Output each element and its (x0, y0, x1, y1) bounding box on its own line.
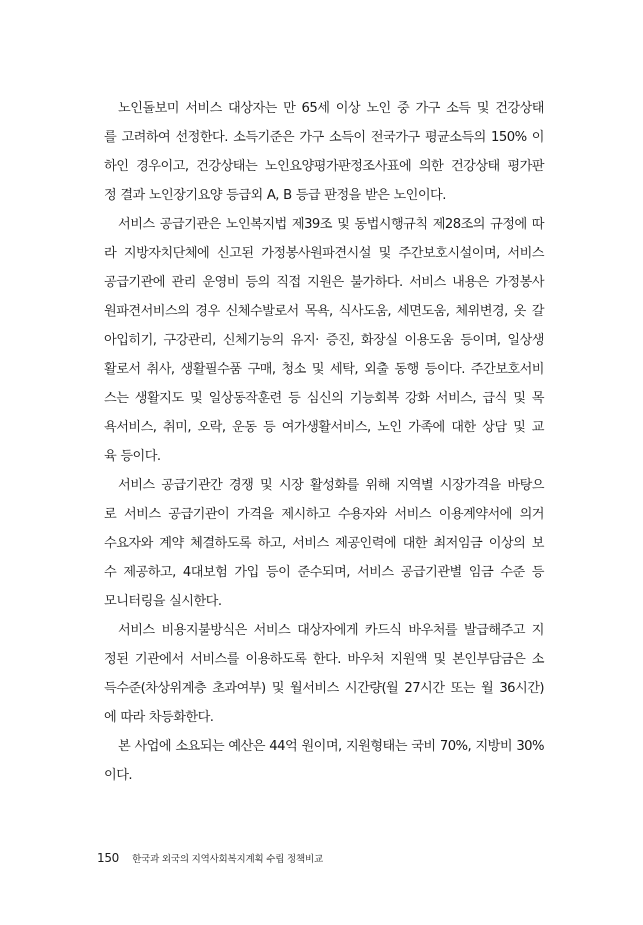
paragraph-eligibility (104, 94, 544, 210)
paragraph-service-providers (104, 210, 544, 471)
paragraph-market-competition (104, 471, 544, 616)
running-title: 한국과 외국의 지역사회복지계획 수립 정책비교 (132, 854, 323, 865)
body-text (104, 94, 544, 790)
text-line: 모니터링을 실시한다. (104, 594, 222, 609)
text-line: 원파견서비스의 경우 신체수발로서 목욕, 식사도움, 세면도움, 체위변경, 옷 갈 (104, 304, 544, 319)
text-line: 정 결과 노인장기요양 등급외 A, B 등급 판정을 받은 노인이다. (104, 188, 446, 203)
text-line: 욕서비스, 취미, 오락, 운동 등 여가생활서비스, 노인 가족에 대한 상담 및 교 (104, 420, 544, 435)
text-line: 본 사업에 소요되는 예산은 44억 원이며, 지원형태는 국비 70%, 지방비 30% (118, 739, 544, 754)
text-line: 서비스 공급기관간 경쟁 및 시장 활성화를 위해 지역별 시장가격을 바탕으 (118, 478, 544, 493)
text-line: 아입히기, 구강관리, 신체기능의 유지· 증진, 화장실 이용도움 등이며, 일상생 (104, 333, 544, 348)
text-line: 하인 경우이고, 건강상태는 노인요양평가판정조사표에 의한 건강상태 평가판 (104, 159, 544, 174)
text-line: 서비스 비용지불방식은 서비스 대상자에게 카드식 바우처를 발급해주고 지 (118, 623, 544, 638)
paragraph-budget (104, 732, 544, 790)
page-footer (97, 847, 323, 867)
text-line: 정된 기관에서 서비스를 이용하도록 한다. 바우처 지원액 및 본인부담금은 소 (104, 652, 544, 667)
text-line: 육 등이다. (104, 449, 161, 464)
text-line: 공급기관에 관리 운영비 등의 직접 지원은 불가하다. 서비스 내용은 가정봉사 (104, 275, 544, 290)
text-line: 라 지방자치단체에 신고된 가정봉사원파견시설 및 주간보호시설이며, 서비스 (104, 246, 544, 261)
text-line: 이다. (104, 768, 133, 783)
text-line: 활로서 취사, 생활필수품 구매, 청소 및 세탁, 외출 동행 등이다. 주간보호서비 (104, 362, 544, 377)
page-number: 150 (97, 851, 120, 865)
text-line: 노인돌보미 서비스 대상자는 만 65세 이상 노인 중 가구 소득 및 건강상태 (118, 101, 544, 116)
paragraph-payment-method (104, 616, 544, 732)
text-line: 수 제공하고, 4대보험 가입 등이 준수되며, 서비스 공급기관별 임금 수준 등 (104, 565, 544, 580)
text-line: 득수준(차상위계층 초과여부) 및 월서비스 시간량(월 27시간 또는 월 36시간) (104, 681, 544, 696)
text-line: 스는 생활지도 및 일상동작훈련 등 심신의 기능회복 강화 서비스, 급식 및 목 (104, 391, 544, 406)
text-line: 에 따라 차등화한다. (104, 710, 214, 725)
text-line: 수요자와 계약 체결하도록 하고, 서비스 제공인력에 대한 최저임금 이상의 보 (104, 536, 544, 551)
text-line: 로 서비스 공급기관이 가격을 제시하고 수용자와 서비스 이용계약서에 의거 (104, 507, 544, 522)
text-line: 서비스 공급기관은 노인복지법 제39조 및 동법시행규칙 제28조의 규정에 따 (118, 217, 544, 232)
text-line: 를 고려하여 선정한다. 소득기준은 가구 소득이 전국가구 평균소득의 150% 이 (104, 130, 544, 145)
